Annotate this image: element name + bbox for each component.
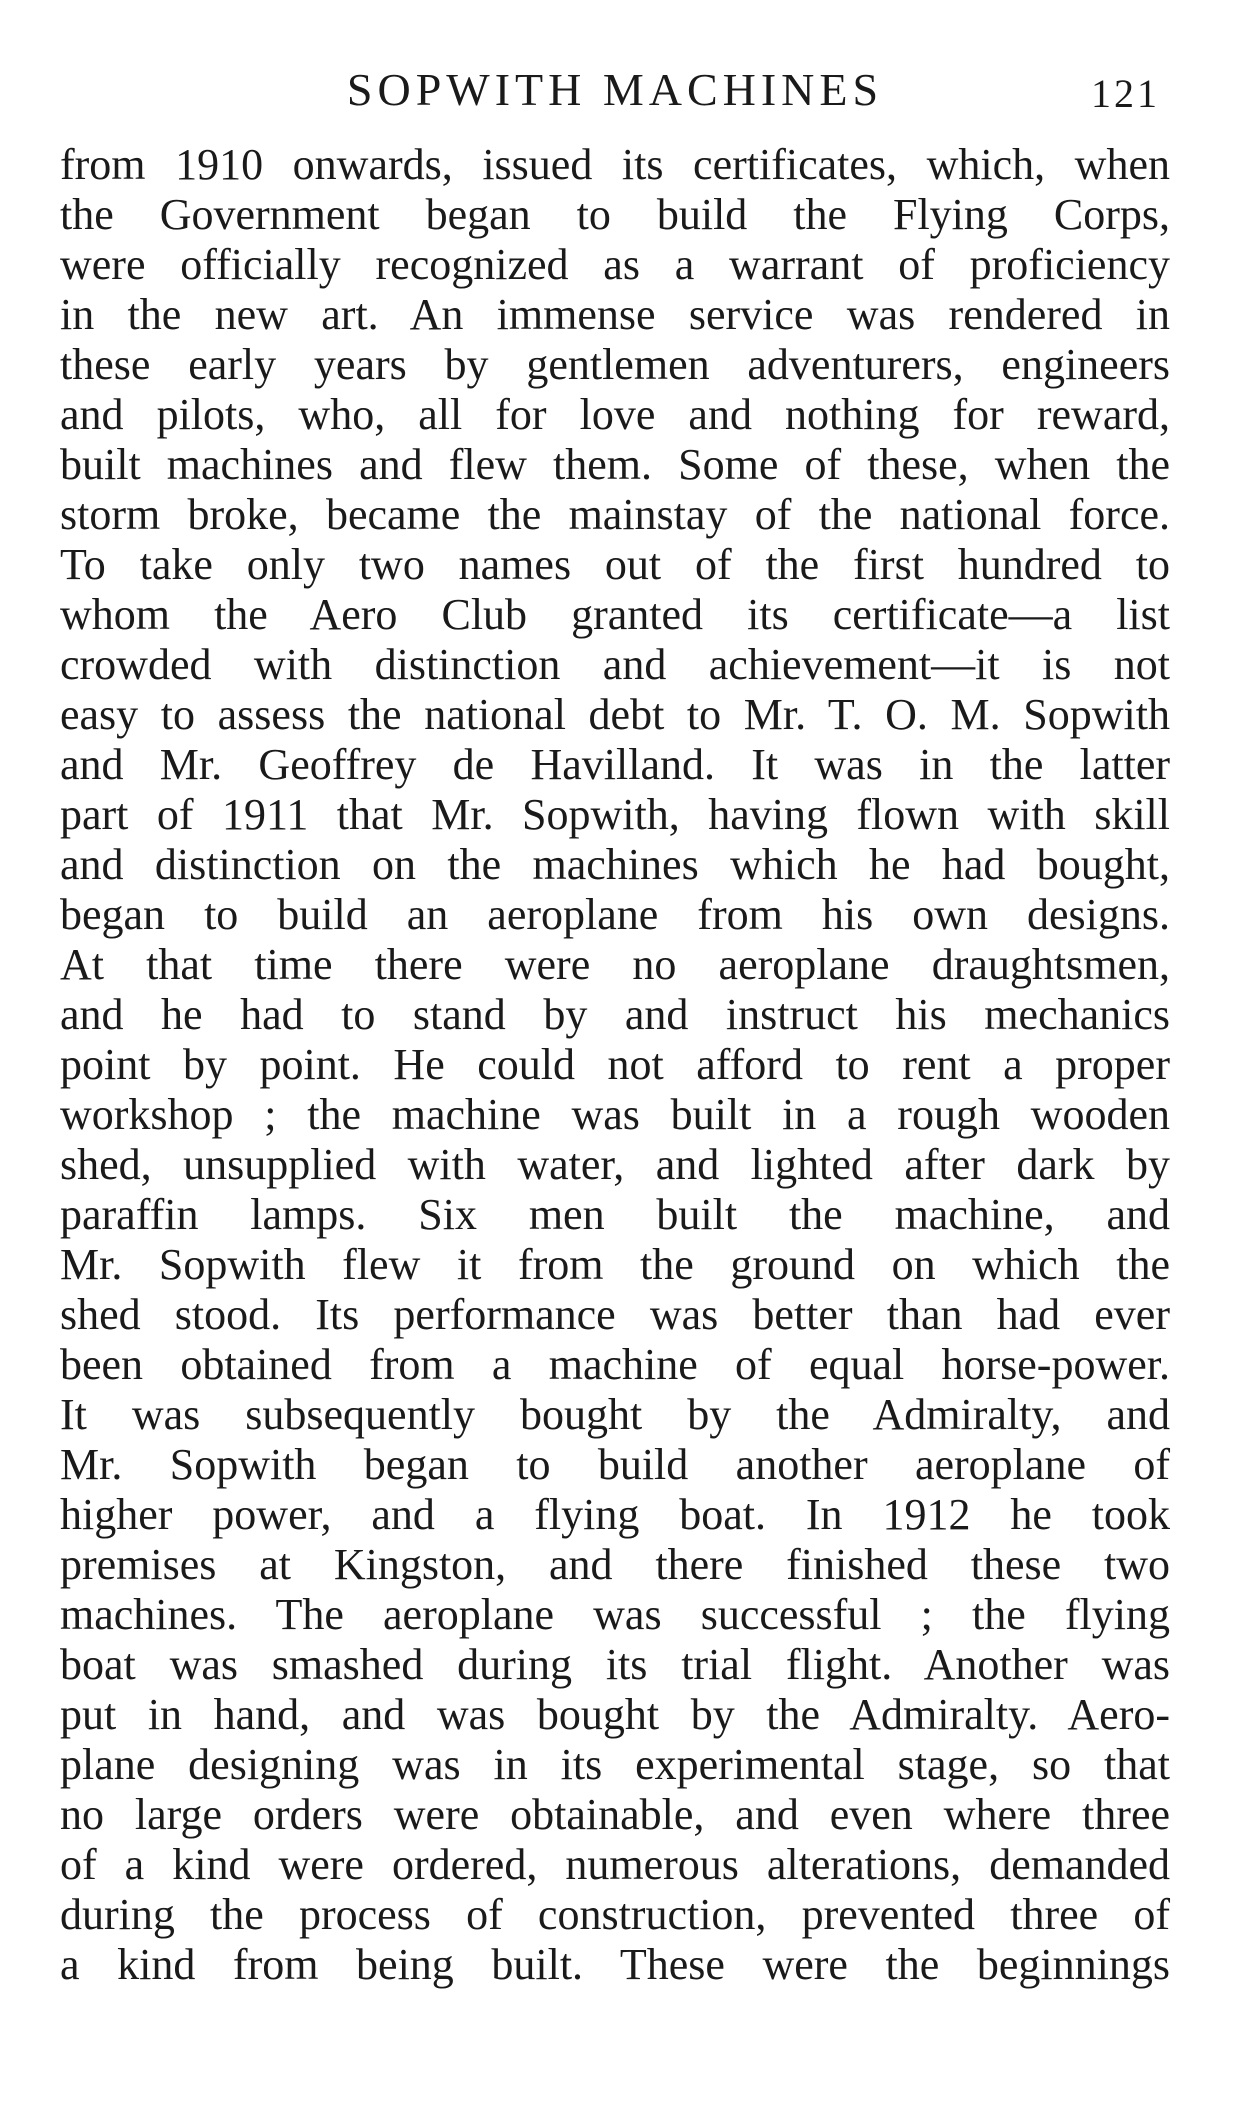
text-line: from 1910 onwards, issued its certificates, which, when xyxy=(60,140,1170,189)
text-line: higher power, and a flying boat. In 1912 he took xyxy=(60,1490,1170,1539)
text-line: easy to assess the national debt to Mr. T. O. M. Sopwith xyxy=(60,690,1170,739)
text-line: and distinction on the machines which he had bought, xyxy=(60,840,1170,889)
text-line: a kind from being built. These were the beginnings xyxy=(60,1940,1170,1989)
text-line: part of 1911 that Mr. Sopwith, having flown with skill xyxy=(60,790,1170,839)
text-line: At that time there were no aeroplane draughtsmen, xyxy=(60,940,1170,989)
text-line: boat was smashed during its trial flight. Another was xyxy=(60,1640,1170,1689)
text-line: crowded with distinction and achievement—it is not xyxy=(60,640,1170,689)
text-line: machines. The aeroplane was successful ; the flying xyxy=(60,1590,1170,1639)
text-line: It was subsequently bought by the Admiralty, and xyxy=(60,1390,1170,1439)
text-line: Mr. Sopwith began to build another aeroplane of xyxy=(60,1440,1170,1489)
text-line: whom the Aero Club granted its certificate—a list xyxy=(60,590,1170,639)
body-paragraph xyxy=(60,140,1170,1990)
text-line: been obtained from a machine of equal horse-power. xyxy=(60,1340,1170,1389)
running-head xyxy=(60,60,1170,120)
text-line: and pilots, who, all for love and nothing for reward, xyxy=(60,390,1170,439)
text-line: point by point. He could not afford to rent a proper xyxy=(60,1040,1170,1089)
text-line: shed stood. Its performance was better than had ever xyxy=(60,1290,1170,1339)
text-line: plane designing was in its experimental stage, so that xyxy=(60,1740,1170,1789)
text-line: and he had to stand by and instruct his mechanics xyxy=(60,990,1170,1039)
text-line: were officially recognized as a warrant of proficiency xyxy=(60,240,1170,289)
text-line: built machines and flew them. Some of these, when the xyxy=(60,440,1170,489)
text-line: began to build an aeroplane from his own designs. xyxy=(60,890,1170,939)
text-line: workshop ; the machine was built in a rough wooden xyxy=(60,1090,1170,1139)
text-line: and Mr. Geoffrey de Havilland. It was in the latter xyxy=(60,740,1170,789)
page-number: 121 xyxy=(1091,71,1160,116)
text-line: Mr. Sopwith flew it from the ground on which the xyxy=(60,1240,1170,1289)
text-line: storm broke, became the mainstay of the national force. xyxy=(60,490,1170,539)
text-line: in the new art. An immense service was rendered in xyxy=(60,290,1170,339)
text-line: during the process of construction, prevented three of xyxy=(60,1890,1170,1939)
text-line: of a kind were ordered, numerous alterations, demanded xyxy=(60,1840,1170,1889)
text-line: paraffin lamps. Six men built the machine, and xyxy=(60,1190,1170,1239)
text-line: shed, unsupplied with water, and lighted after dark by xyxy=(60,1140,1170,1189)
running-title: SOPWITH MACHINES xyxy=(346,64,884,115)
text-line: put in hand, and was bought by the Admiralty. Aero- xyxy=(60,1690,1170,1739)
text-line: premises at Kingston, and there finished these two xyxy=(60,1540,1170,1589)
text-line: To take only two names out of the first hundred to xyxy=(60,540,1170,589)
text-line: these early years by gentlemen adventurers, engineers xyxy=(60,340,1170,389)
text-line: no large orders were obtainable, and even where three xyxy=(60,1790,1170,1839)
text-line: the Government began to build the Flying Corps, xyxy=(60,190,1170,239)
